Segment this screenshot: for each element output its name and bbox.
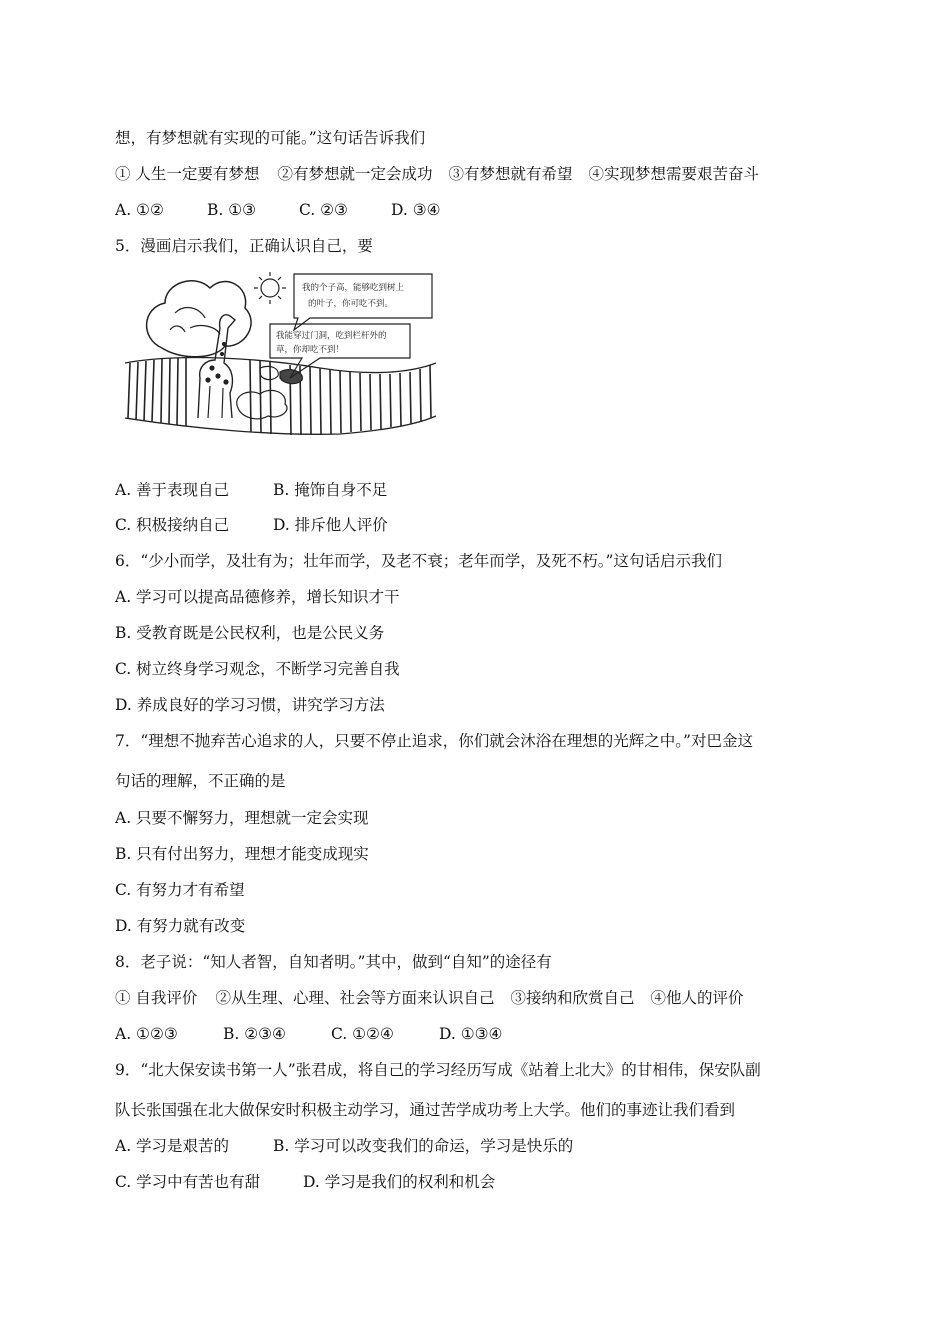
q9-stem-line2: 队长张国强在北大做保安时积极主动学习，通过苦学成功考上大学。他们的事迹让我们看到: [115, 1101, 736, 1119]
q7-stem-line1: 7．“理想不抛弃苦心追求的人，只要不停止追求，你们就会沐浴在理想的光辉之中。”对巴金这: [115, 732, 753, 750]
q6-option-c[interactable]: C. 树立终身学习观念，不断学习完善自我: [115, 660, 400, 678]
q7-option-b[interactable]: B. 只有付出努力，理想才能变成现实: [115, 845, 369, 863]
q8-stem: 8．老子说：“知人者智，自知者明。”其中，做到“自知”的途径有: [115, 953, 552, 971]
q4-item-3: ③有梦想就有希望: [448, 165, 573, 183]
q9-option-a[interactable]: A. 学习是艰苦的: [115, 1137, 230, 1155]
cartoon-illustration: [120, 268, 438, 446]
q6-stem: 6．“少小而学，及壮有为；壮年而学，及老不衰；老年而学，及死不朽。”这句话启示我们: [115, 552, 722, 570]
q4-option-a[interactable]: A. ①②: [115, 201, 164, 219]
q8-item-4: ④他人的评价: [650, 989, 744, 1007]
q5-stem: 5．漫画启示我们，正确认识自己，要: [115, 237, 373, 255]
q9-option-c[interactable]: C. 学习中有苦也有甜: [115, 1173, 261, 1191]
q7-option-c[interactable]: C. 有努力才有希望: [115, 881, 245, 899]
q5-option-b[interactable]: B. 掩饰自身不足: [273, 481, 388, 499]
q9-option-b[interactable]: B. 学习可以改变我们的命运，学习是快乐的: [273, 1137, 574, 1155]
q5-options-row1: [115, 480, 387, 500]
q5-option-a[interactable]: A. 善于表现自己: [115, 481, 230, 499]
q8-item-1: ① 自我评价: [115, 989, 198, 1007]
q5-option-c[interactable]: C. 积极接纳自己: [115, 516, 230, 534]
bubble2-line1: 我能穿过门洞，吃到栏杆外的: [276, 331, 387, 341]
q4-option-d[interactable]: D. ③④: [391, 201, 441, 219]
q4-option-c[interactable]: C. ②③: [299, 201, 348, 219]
bubble1-line1: 我的个子高，能够吃到树上: [302, 283, 405, 293]
q8-option-c[interactable]: C. ①②④: [331, 1025, 394, 1043]
q7-option-a[interactable]: A. 只要不懈努力，理想就一定会实现: [115, 809, 369, 827]
q6-option-b[interactable]: B. 受教育既是公民权利，也是公民义务: [115, 624, 385, 642]
q9-options-row1: [115, 1136, 573, 1156]
q5-options-row2: [115, 515, 388, 535]
q4-item-2: ②有梦想就一定会成功: [277, 165, 433, 183]
q4-options: [115, 200, 441, 220]
q9-option-d[interactable]: D. 学习是我们的权利和机会: [303, 1173, 496, 1191]
q8-options: [115, 1024, 502, 1044]
q6-option-d[interactable]: D. 养成良好的学习习惯，讲究学习方法: [115, 696, 385, 714]
q8-option-b[interactable]: B. ②③④: [223, 1025, 286, 1043]
q8-option-d[interactable]: D. ①③④: [439, 1025, 503, 1043]
q8-item-3: ③接纳和欣赏自己: [510, 989, 635, 1007]
q4-option-b[interactable]: B. ①③: [207, 201, 257, 219]
q8-option-a[interactable]: A. ①②③: [115, 1025, 178, 1043]
q9-stem-line1: 9．“北大保安读书第一人”张君成，将自己的学习经历写成《站着上北大》的甘相伟，保安队副: [115, 1061, 761, 1079]
q8-item-2: ②从生理、心理、社会等方面来认识自己: [215, 989, 495, 1007]
bubble2-line2: 草，你却吃不到！: [276, 345, 345, 355]
q7-option-d[interactable]: D. 有努力就有改变: [115, 917, 246, 935]
bubble1-line2: 的叶子，你可吃不到。: [308, 299, 394, 309]
q4-items: [115, 164, 759, 184]
q5-option-d[interactable]: D. 排斥他人评价: [273, 516, 388, 534]
q4-item-4: ④实现梦想需要艰苦奋斗: [588, 165, 759, 183]
q4-stem-continued: 想，有梦想就有实现的可能。”这句话告诉我们: [115, 129, 426, 147]
q9-options-row2: [115, 1172, 495, 1192]
q8-items: [115, 988, 743, 1008]
q4-item-1: ① 人生一定要有梦想: [115, 165, 260, 183]
q6-option-a[interactable]: A. 学习可以提高品德修养，增长知识才干: [115, 588, 400, 606]
q7-stem-line2: 句话的理解，不正确的是: [115, 772, 286, 790]
